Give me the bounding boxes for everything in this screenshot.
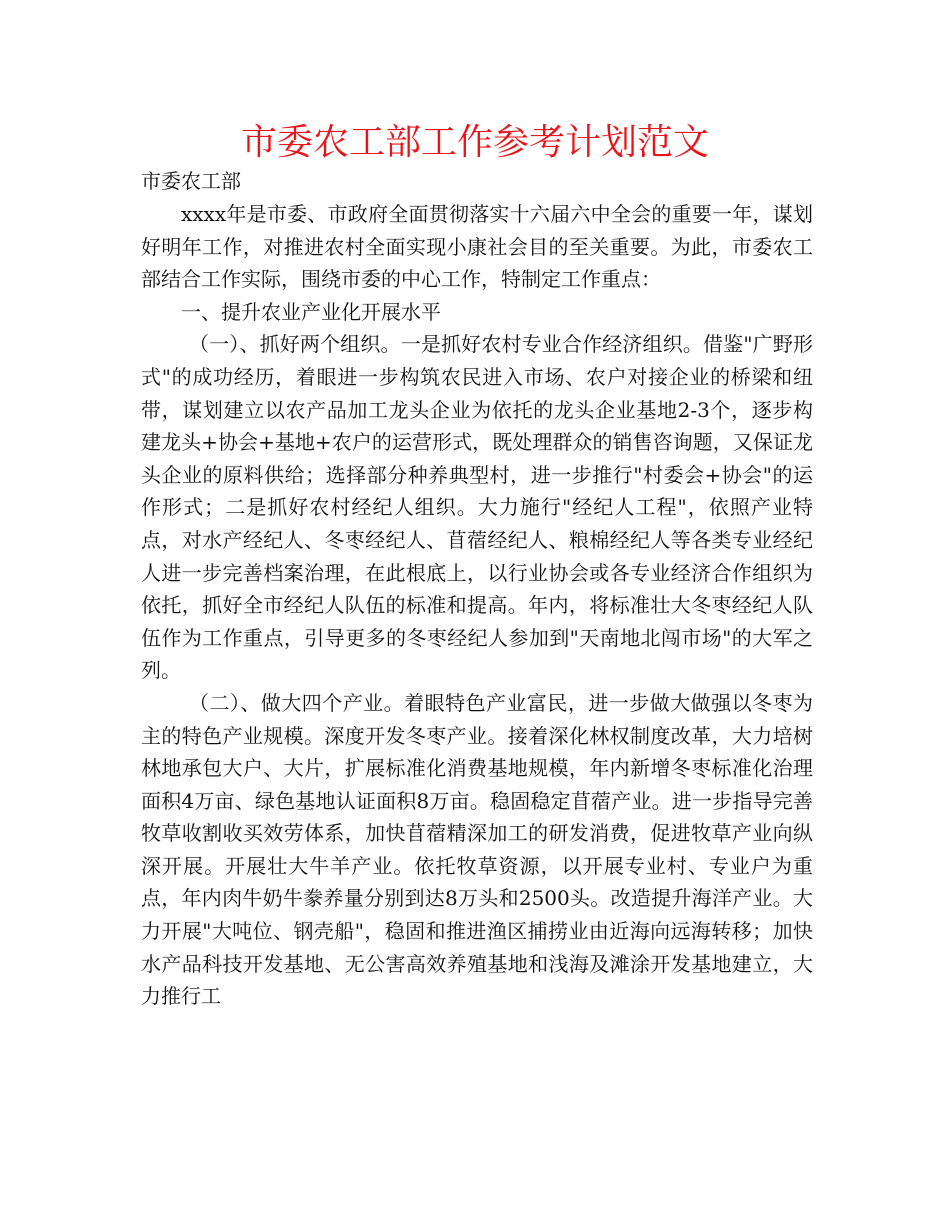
document-author: 市委农工部 — [141, 169, 241, 193]
paragraph-intro: xxxx年是市委、市政府全面贯彻落实十六届六中全会的重要一年，谋划好明年工作，对推进农村全面实现小康社会目的至关重要。为此，市委农工部结合工作实际，围绕市委的中心工作，特制定工作重点： — [141, 202, 813, 292]
paragraph-organizations: （一）、抓好两个组织。一是抓好农村专业合作经济组织。借鉴"广野形式"的成功经历，着眼进一步构筑农民进入市场、农户对接企业的桥梁和纽带，谋划建立以农产品加工龙头企业为依托的龙头企业基地2-3个，逐步构建龙头+协会+基地+农户的运营形式，既处理群众的销售咨询题，又保证龙头企业的原料供给；选择部分种养典型村，进一步推行"村委会+协会"的运作形式；二是抓好农村经纪人组织。大力施行"经纪人工程"，依照产业特点，对水产经纪人、冬枣经纪人、苜蓿经纪人、粮棉经纪人等各类专业经纪人进一步完善档案治理，在此根底上，以行业协会或各专业经济合作组织为依托，抓好全市经纪人队伍的标准和提高。年内，将标准壮大冬枣经纪人队伍作为工作重点，引导更多的冬枣经纪人参加到"天南地北闯市场"的大军之列。 — [141, 332, 813, 683]
document-title: 市委农工部工作参考计划范文 — [240, 122, 709, 163]
paragraph-industries: （二）、做大四个产业。着眼特色产业富民，进一步做大做强以冬枣为主的特色产业规模。深度开发冬枣产业。接着深化林权制度改革，大力培树林地承包大户、大片，扩展标准化消费基地规模，年内新增冬枣标准化治理面积4万亩、绿色基地认证面积8万亩。稳固稳定苜蓿产业。进一步指导完善牧草收割收买效劳体系，加快苜蓿精深加工的研发消费，促进牧草产业向纵深开展。开展壮大牛羊产业。依托牧草资源，以开展专业村、专业户为重点，年内肉牛奶牛豢养量分别到达8万头和2500头。改造提升海洋产业。大力开展"大吨位、钢壳船"，稳固和推进渔区捕捞业由近海向远海转移；加快水产品科技开发基地、无公害高效养殖基地和浅海及滩涂开发基地建立，大力推行工 — [141, 690, 813, 1009]
document-body — [141, 198, 813, 1013]
section-heading-1: 一、提升农业产业化开展水平 — [181, 299, 441, 324]
